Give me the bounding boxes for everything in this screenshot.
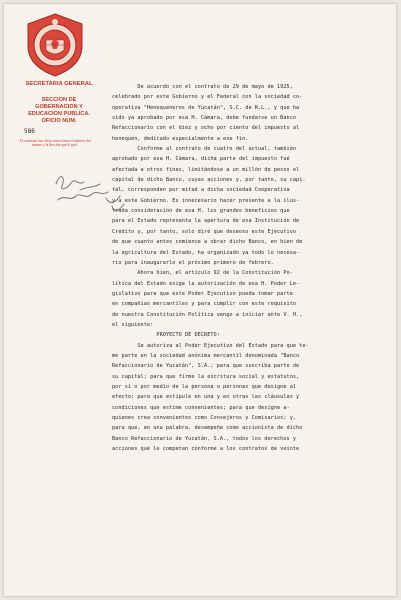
body-line: afectada a otros fines, limitándose a un millón de pesos el: [112, 166, 300, 173]
body-line: rio para inaugurarlo el próximo primero de febrero.: [112, 259, 274, 266]
reply-instruction-note: Al contestar este oficio menciónese el número del mismo y la Sección que lo giró.: [19, 139, 91, 148]
seccion-line-1: SECCION DE: [41, 97, 77, 103]
body-line: para que, en una palabra, desempeñe como accionista de dicho: [112, 425, 303, 432]
seccion-line-3: EDUCACION PUBLICA.: [28, 111, 90, 117]
seccion-line-2: GOBERNACION Y: [35, 104, 83, 110]
body-line: capital de dicho Banco, cuyas acciones y, por tanto, su capi-: [112, 177, 306, 184]
body-line: Conforme al contrato de cuatro del actual, también: [112, 146, 297, 153]
body-line: efecto; para que estipule en una y en otras las cláusulas y: [112, 394, 300, 401]
body-line: operativa "Henequeneros de Yucatán", S.C. de R.L., y que ha: [112, 104, 300, 111]
body-line: su capital; para que firme la escritura social y estatutos,: [112, 373, 300, 380]
oficio-number-row: [14, 128, 104, 135]
secretaria-general-heading: SECRETARIA GENERAL: [25, 81, 93, 87]
body-line: quienes crea convenientes como Consejeros y Comisarios; y,: [112, 415, 297, 421]
body-line: henequén, dedicado especialmente a ese fin.: [112, 135, 249, 142]
body-line: la agricultura del Estado, ha organizado ya todo lo necesa-: [112, 249, 300, 256]
body-line: el siguiente:: [112, 321, 154, 328]
body-line: aprobado por esa H. Cámara, dicha parte del impuesto fué: [112, 156, 290, 163]
body-line: y a este Gobierno. Es innecesario hacer presente a la ilus-: [112, 197, 300, 204]
document-page: [4, 4, 396, 596]
body-line: Crédito y, por tanto, solo diré que deseoso este Ejecutivo: [112, 228, 297, 235]
body-line: sido ya aprobado por esa H. Cámara, debe fundarse un Banco: [112, 115, 297, 122]
body-line: celebrado por este Gobierno y el Federal con la sociedad co-: [112, 94, 303, 101]
body-line: Refaccionario de Yucatán", S.A.; para que suscriba parte de: [112, 363, 300, 370]
body-line: para el Estado representa la apertura de esa Institución de: [112, 218, 300, 225]
oficio-number: 586: [24, 128, 35, 135]
letter-body: [112, 82, 388, 454]
body-line: Se autoriza al Poder Ejecutivo del Estado para que te-: [112, 342, 309, 349]
oficio-label: OFICIO NUM.: [41, 118, 77, 124]
body-line: por sí o por medio de la persona o personas que designe al: [112, 383, 297, 390]
body-line: De acuerdo con el contrato de 29 de mayo de 1925,: [112, 84, 293, 90]
body-line: en compañías mercantiles y para cumplir con este requisito: [112, 301, 297, 308]
body-line: Ahora bien, el artículo 92 de la Constitución Po-: [112, 270, 293, 277]
body-line: trada consideración de esa H. los grandes beneficios que: [112, 208, 290, 215]
body-line: Banco Refaccionario de Yucatán, S.A., todos los derechos y: [112, 435, 297, 442]
coat-of-arms-seal-icon: [24, 12, 86, 78]
body-line: Refaccionario con el diez y ocho por ciento del impuesto al: [112, 125, 300, 132]
body-line: tal, corresponden por mitad a dicha sociedad Cooperativa: [112, 187, 290, 194]
body-line: gislativo para que este Poder Ejecutivo pueda tomar parte: [112, 290, 293, 297]
body-line: me parte en la sociedad anónima mercantil denominada "Banco: [112, 352, 300, 359]
body-line: condiciones que estime convenientes; para que designe a-: [112, 404, 290, 411]
body-line: de nuestra Constitución Política vengo a iniciar ante V. H.,: [112, 311, 303, 318]
body-line: lítica del Estado exige la autorización de esa H. Poder Le-: [112, 280, 300, 287]
body-line: de que cuanto antes comience a obrar dicho Banco, en bien de: [112, 239, 303, 246]
body-line: acciones que le competan conforme a los contratos de veinte: [112, 446, 300, 453]
body-line: PROYECTO DE DECRETO:: [112, 332, 220, 339]
